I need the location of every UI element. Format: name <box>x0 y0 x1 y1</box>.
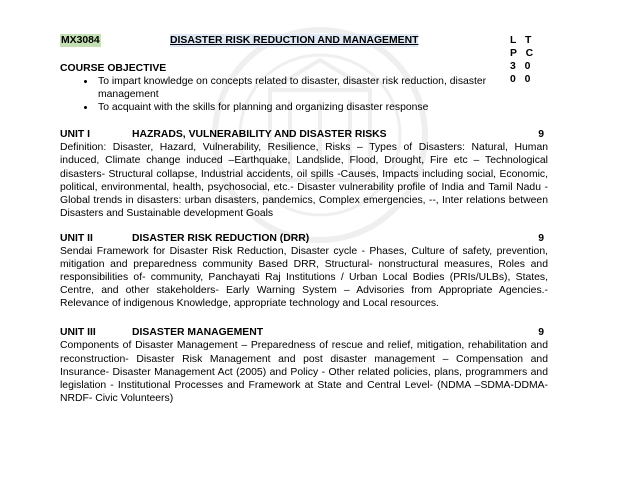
unit-number: UNIT I <box>60 129 91 141</box>
unit-content: Components of Disaster Management – Preparedness of rescue and relief, mitigation, rehabilitation and reconstruction- Disaster Risk Management and post disaster management – Compensation and Insurance- Disaster Management Act (2005) and Policy - Other related policies, plans, programmers and legislation - Institutional Processes and Framework at State and Central Level- (NDMA –SDMA-DDMA-NRDF- Civic Volunteers) <box>60 340 548 404</box>
course-title: DISASTER RISK REDUCTION AND MANAGEMENT <box>170 35 419 46</box>
objective-list <box>60 75 548 114</box>
unit-content: Definition: Disaster, Hazard, Vulnerability, Resilience, Risks – Types of Disasters: Natural, Human induced, Climate change induced –Earthquake, Landslide, Flood, Drought, Fire etc – Technological disasters- Structural collapse, Industrial accidents, oil spills -Causes, Impacts including social, Economic, political, environmental, health, psychosocial, etc.- Disaster vulnerability profile of India and Tamil Nadu - Global trends in disasters: urban disasters, pandemics, Complex emergencies, --, Inter relations between Disasters and Sustainable development Goals <box>60 142 548 219</box>
unit-number: UNIT II <box>60 232 93 244</box>
unit-section-2 <box>60 232 548 310</box>
objective-heading: COURSE OBJECTIVE <box>60 63 167 74</box>
unit-hours: 9 <box>538 327 544 339</box>
unit-title: HAZRADS, VULNERABILITY AND DISASTER RISKS <box>132 129 387 141</box>
unit-section-1 <box>60 128 548 220</box>
unit-heading <box>60 128 548 141</box>
ltpc-block <box>510 34 548 86</box>
ltpc-labels: L T P C <box>510 35 537 60</box>
unit-content: Sendai Framework for Disaster Risk Reduction, Disaster cycle - Phases, Culture of safety, prevention, mitigation and preparedness community Based DRR, Structural- nonstructural measures, Roles and responsibilities of- community, Panchayati Raj Institutions / Urban Local Bodies (PRIs/ULBs), States, Centre, and other stakeholders- Early Warning System – Advisories from Appropriate Agencies.- Relevance of indigenous Knowledge, appropriate technology and Local resources. <box>60 245 548 310</box>
course-code: MX3084 <box>61 35 100 46</box>
unit-section-3 <box>60 326 548 404</box>
objective-item: • To impart knowledge on concepts related to disaster, disaster risk reduction, disaster management <box>96 75 548 101</box>
unit-title: DISASTER MANAGEMENT <box>132 327 264 339</box>
unit-heading <box>60 232 548 245</box>
unit-hours: 9 <box>538 232 544 244</box>
syllabus-page <box>60 34 548 417</box>
unit-heading <box>60 326 548 339</box>
unit-hours: 9 <box>538 129 544 141</box>
unit-number: UNIT III <box>60 327 96 339</box>
unit-title: DISASTER RISK REDUCTION (DRR) <box>132 232 310 244</box>
objective-item: • To acquaint with the skills for planning and organizing disaster response <box>96 101 548 114</box>
ltpc-values: 3 0 0 0 <box>510 61 534 86</box>
